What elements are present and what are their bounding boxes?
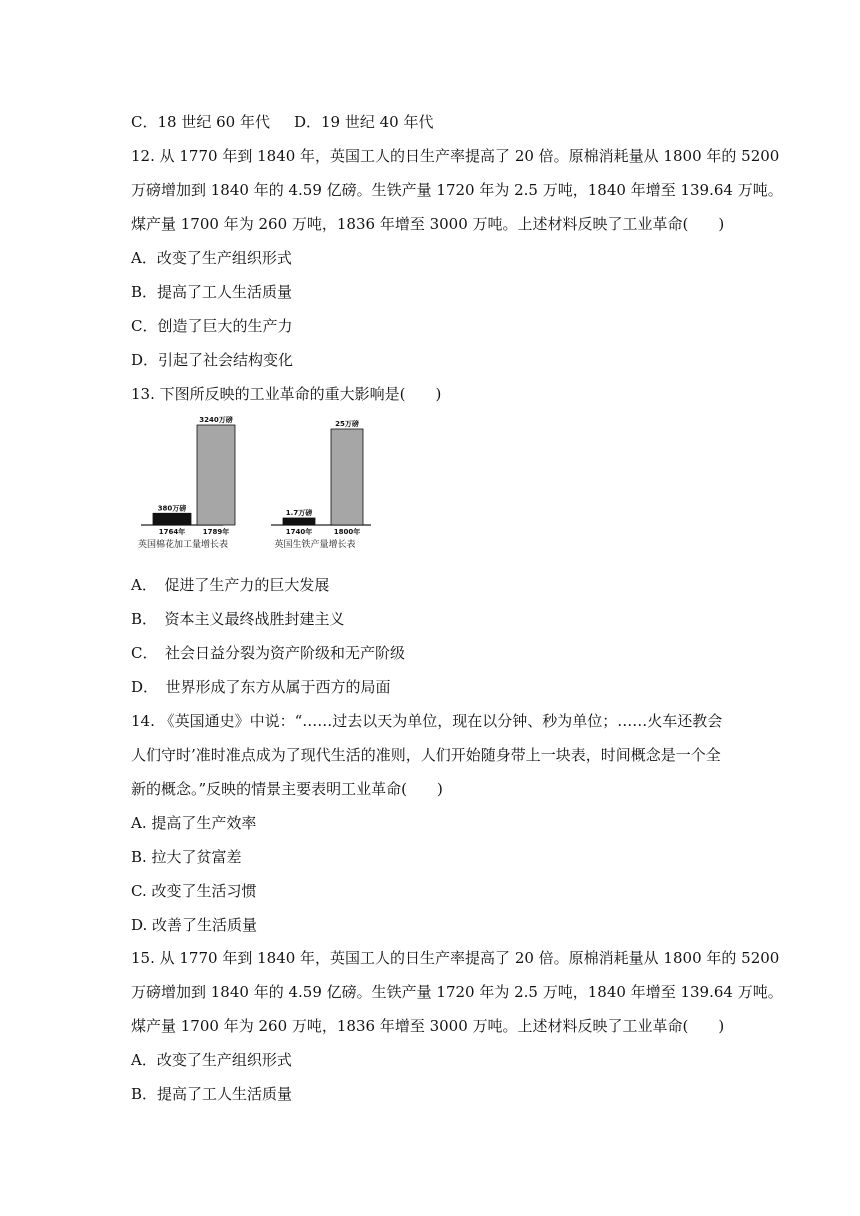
q14-stem-line-2: 人们守时’准时准点成为了现代生活的准则，人们开始随身带上一块表，时间概念是一个全 [131, 746, 721, 764]
q13-stem: 13. 下图所反映的工业革命的重大影响是( ) [131, 385, 442, 403]
chart-1-title: 英国生铁产量增长表 [274, 540, 356, 550]
chart-0-bar-1 [197, 425, 235, 525]
q12-stem-line-1: 12. 从 1770 年到 1840 年，英国工人的日生产率提高了 20 倍。原棉消耗量从 1800 年的 5200 [131, 147, 780, 165]
q13-option-a: A． 促进了生产力的巨大发展 [131, 576, 330, 594]
chart-0-bar-0 [153, 513, 191, 525]
chart-1-data-label-0: 1.7万磅 [285, 509, 313, 517]
chart-1-bar-0 [283, 518, 315, 525]
q15-stem-line-2: 万磅增加到 1840 年的 4.59 亿磅。生铁产量 1720 年为 2.5 万吨，1840 年增至 139.64 万吨。 [131, 983, 783, 1001]
q15-stem-line-1: 15. 从 1770 年到 1840 年，英国工人的日生产率提高了 20 倍。原棉消耗量从 1800 年的 5200 [131, 949, 780, 967]
chart-0-tick-label-0: 1764年 [158, 528, 186, 536]
q12-option-c: C．创造了巨大的生产力 [131, 317, 293, 335]
q11-option-c: C．18 世纪 60 年代 [131, 113, 270, 131]
q12-option-b: B．提高了工人生活质量 [131, 283, 293, 301]
q13-bar-charts [131, 412, 391, 554]
q13-option-d: D． 世界形成了东方从属于西方的局面 [131, 678, 391, 696]
chart-0-data-label-0: 380万磅 [157, 504, 187, 513]
q14-option-b: B. 拉大了贫富差 [131, 848, 242, 866]
q13-option-c: C． 社会日益分裂为资产阶级和无产阶级 [131, 644, 405, 662]
q12-option-d: D．引起了社会结构变化 [131, 351, 294, 369]
q12-option-a: A．改变了生产组织形式 [131, 249, 292, 267]
q11-options-row [131, 112, 433, 132]
q12-stem-line-3: 煤产量 1700 年为 260 万吨，1836 年增至 3000 万吨。上述材料反映了工业革命( ) [131, 215, 725, 233]
chart-1-tick-label-0: 1740年 [285, 528, 313, 536]
chart-0-data-label-1: 3240万磅 [199, 416, 233, 424]
q13-charts-figure [131, 412, 391, 554]
q14-option-c: C. 改变了生活习惯 [131, 882, 257, 900]
chart-1-bar-1 [331, 429, 363, 525]
q15-stem-line-3: 煤产量 1700 年为 260 万吨，1836 年增至 3000 万吨。上述材料反映了工业革命( ) [131, 1017, 725, 1035]
q14-stem-line-1: 14. 《英国通史》中说：“……过去以天为单位，现在以分钟、秒为单位；……火车还教会 [131, 712, 723, 730]
q14-option-d: D. 改善了生活质量 [131, 916, 258, 934]
chart-0-tick-label-1: 1789年 [202, 528, 230, 536]
q15-option-a: A．改变了生产组织形式 [131, 1051, 292, 1069]
q15-option-b: B．提高了工人生活质量 [131, 1085, 293, 1103]
q14-stem-line-3: 新的概念。”反映的情景主要表明工业革命( ) [131, 780, 443, 798]
q14-option-a: A. 提高了生产效率 [131, 814, 257, 832]
q11-option-d: D．19 世纪 40 年代 [293, 113, 434, 131]
q12-stem-line-2: 万磅增加到 1840 年的 4.59 亿磅。生铁产量 1720 年为 2.5 万吨，1840 年增至 139.64 万吨。 [131, 181, 783, 199]
chart-1-tick-label-1: 1800年 [333, 528, 361, 536]
chart-1-data-label-1: 25万磅 [335, 420, 359, 428]
chart-0-title: 英国棉花加工量增长表 [137, 540, 229, 550]
q13-option-b: B． 资本主义最终战胜封建主义 [131, 610, 345, 628]
